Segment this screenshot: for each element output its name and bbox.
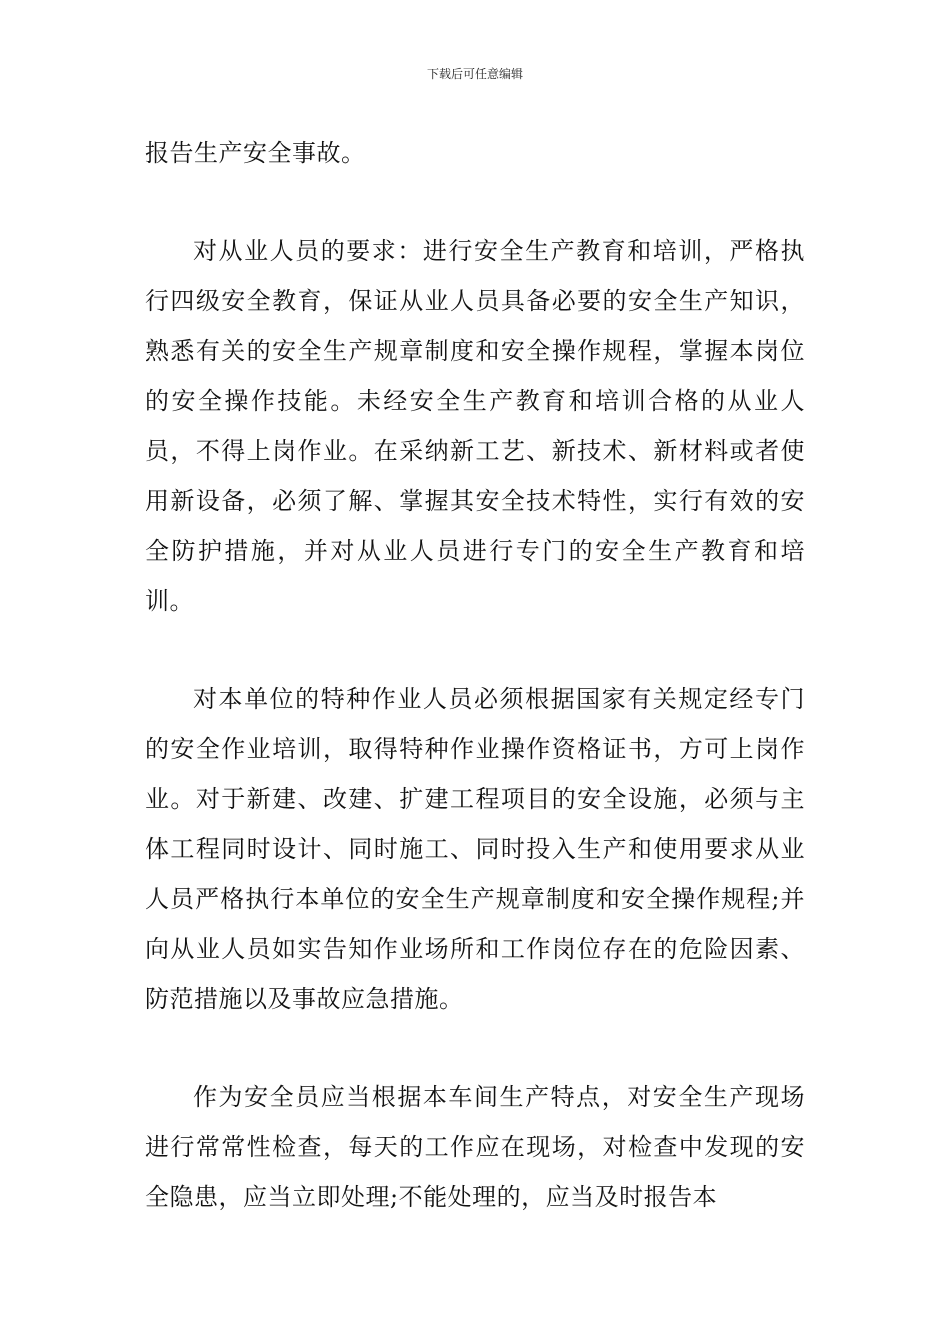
page-header: 下载后可任意编辑	[426, 67, 523, 81]
paragraph-employee-requirements: 对从业人员的要求：进行安全生产教育和培训，严格执行四级安全教育，保证从业人员具备必要的安全生产知识，熟悉有关的安全生产规章制度和安全操作规程，掌握本岗位的安全操作技能。未经安全生产教育和培训合格的从业人员，不得上岗作业。在采纳新工艺、新技术、新材料或者使用新设备，必须了解、掌握其安全技术特性，实行有效的安全防护措施，并对从业人员进行专门的安全生产教育和培训。	[145, 237, 805, 615]
paragraph-continuation: 报告生产安全事故。	[145, 139, 366, 167]
document-body	[145, 128, 805, 1270]
paragraph-special-operations: 对本单位的特种作业人员必须根据国家有关规定经专门的安全作业培训，取得特种作业操作资格证书，方可上岗作业。对于新建、改建、扩建工程项目的安全设施，必须与主体工程同时设计、同时施工、同时投入生产和使用要求从业人员严格执行本单位的安全生产规章制度和安全操作规程;并向从业人员如实告知作业场所和工作岗位存在的危险因素、防范措施以及事故应急措施。	[145, 685, 805, 1013]
paragraph-safety-officer: 作为安全员应当根据本车间生产特点，对安全生产现场进行常常性检查，每天的工作应在现场，对检查中发现的安全隐患，应当立即处理;不能处理的，应当及时报告本	[145, 1083, 805, 1211]
